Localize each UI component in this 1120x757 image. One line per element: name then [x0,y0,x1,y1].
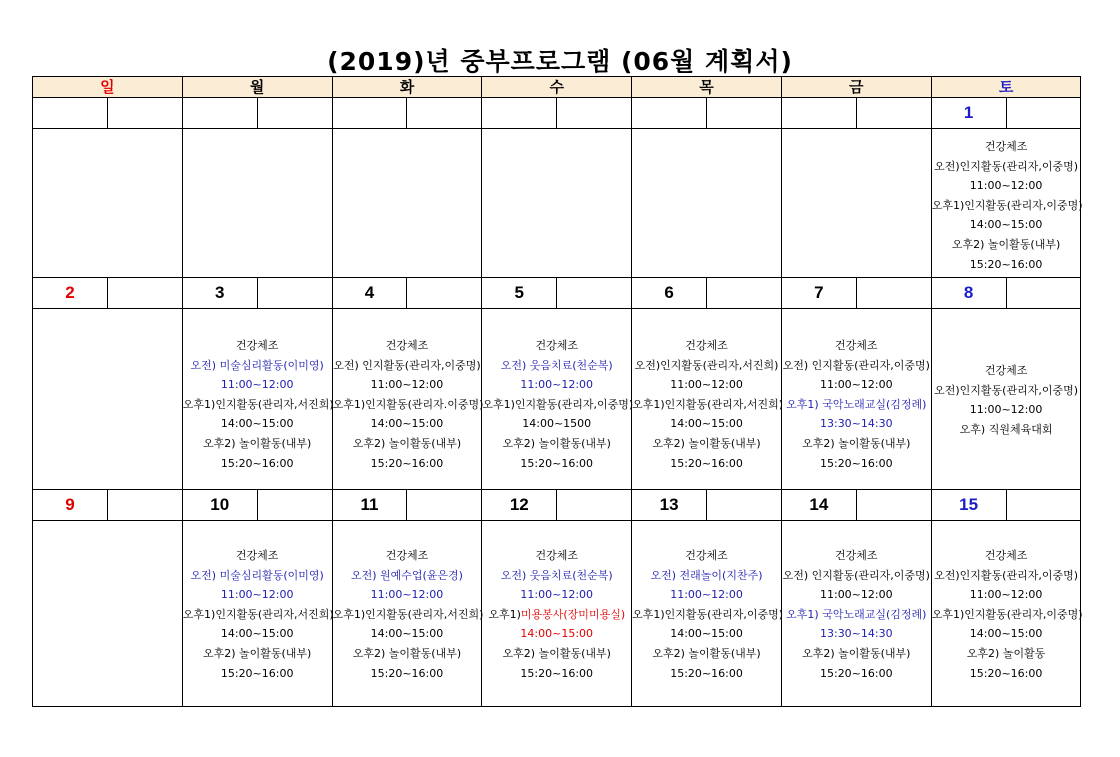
date-note-cell [557,490,632,521]
schedule-line: 오후2) 놀이활동(내부) [802,646,911,660]
date-number-sat: 1 [931,98,1006,129]
schedule-line: 13:30~14:30 [819,417,893,431]
schedule-row [33,309,1081,490]
day-schedule-cell [781,129,931,278]
schedule-line: 오후1)인지활동(관리자.이중명) [332,397,484,411]
schedule-line: 13:30~14:30 [819,627,893,641]
date-number-mon [182,98,257,129]
schedule-line: 오후2) 놀이활동(내부) [951,237,1061,251]
schedule-lines [183,521,332,683]
schedule-line: 건강체조 [835,339,878,352]
date-number-wed: 5 [482,278,557,309]
date-note-cell [257,278,332,309]
date-number-tue [332,98,407,129]
schedule-lines [782,521,931,683]
schedule-line: 건강체조 [385,339,429,352]
day-schedule-cell [632,521,782,707]
schedule-line: 11:00~12:00 [969,588,1043,602]
schedule-line: 14:00~15:00 [370,417,444,431]
schedule-line: 오후1)인지활동(관리자,서진희) [182,397,334,411]
date-number-mon: 10 [182,490,257,521]
schedule-lines [632,521,784,683]
day-schedule-cell [182,129,332,278]
date-number-sat: 8 [931,278,1006,309]
date-number-mon: 3 [182,278,257,309]
schedule-line-activity: 미용봉사(장미미용실) [520,607,626,621]
schedule-line: 오후2) 놀이활동 [966,646,1046,660]
date-number-sun: 9 [33,490,108,521]
schedule-line: 14:00~15:00 [220,417,294,431]
schedule-line: 오전) 인지활동(관리자,이중명) [782,358,930,372]
schedule-line: 오후1)인지활동(관리자,이중명) [931,607,1083,621]
schedule-line: 건강체조 [984,549,1028,562]
schedule-line: 15:20~16:00 [370,666,444,680]
schedule-line: 14:00~15:00 [969,627,1043,641]
schedule-lines [482,129,631,137]
schedule-lines [782,309,931,473]
schedule-lines [782,129,931,137]
schedule-line: 15:20~16:00 [819,456,893,470]
schedule-line: 15:20~16:00 [670,456,743,470]
schedule-line: 오후1)인지활동(관리자,이중명) [931,198,1083,212]
schedule-line: 14:00~15:00 [670,417,743,431]
schedule-line: 15:20~16:00 [520,456,594,470]
schedule-line: 14:00~1500 [522,417,592,431]
day-schedule-cell [931,309,1081,490]
schedule-lines [33,309,182,336]
schedule-line: 11:00~12:00 [969,403,1043,417]
schedule-line: 11:00~12:00 [370,378,444,392]
date-note-cell [1006,490,1081,521]
schedule-line: 오후) 직원체육대회 [959,422,1053,436]
date-number-sun [33,98,108,129]
day-schedule-cell [482,129,632,278]
schedule-line: 오후2) 놀이활동(내부) [652,646,761,660]
schedule-line: 오전) 인지활동(관리자,이중명) [333,358,481,372]
schedule-line: 11:00~12:00 [819,588,893,602]
schedule-line: 11:00~12:00 [670,588,743,602]
date-number-thu: 6 [632,278,707,309]
schedule-line: 오후1)인지활동(관리자,서진희) [632,397,784,411]
schedule-lines [33,521,182,546]
schedule-line: 11:00~12:00 [220,588,294,602]
weekday-mon: 월 [182,77,332,98]
day-schedule-cell [332,521,482,707]
day-schedule-cell [482,309,632,490]
schedule-lines [932,309,1081,439]
day-schedule-cell [632,309,782,490]
schedule-lines [932,521,1081,683]
schedule-lines [33,129,182,137]
day-schedule-cell [332,309,482,490]
date-note-cell [257,490,332,521]
schedule-line: 오전) 미술심리활동(이미영) [190,568,324,582]
schedule-lines [932,129,1081,274]
date-number-sat: 15 [931,490,1006,521]
schedule-line: 15:20~16:00 [819,666,893,680]
schedule-line: 오후2) 놀이활동(내부) [352,646,462,660]
date-note-cell [856,490,931,521]
schedule-line: 14:00~15:00 [670,627,743,641]
schedule-lines [183,129,332,137]
date-note-cell [557,98,632,129]
schedule-row [33,521,1081,707]
schedule-line: 14:00~15:00 [520,627,594,641]
schedule-line: 15:20~16:00 [670,666,743,680]
date-note-cell [257,98,332,129]
day-schedule-cell [781,309,931,490]
date-note-cell [707,278,782,309]
page-title: (2019)년 중부프로그램 (06월 계획서) [327,47,793,76]
schedule-line: 오전)인지활동(관리자,이중명) [934,383,1079,397]
schedule-line: 건강체조 [235,339,279,352]
day-schedule-cell [182,309,332,490]
date-number-tue: 11 [332,490,407,521]
schedule-line: 건강체조 [235,549,279,562]
day-schedule-cell [332,129,482,278]
schedule-line: 오후2) 놀이활동(내부) [502,646,611,660]
schedule-line: 오전)인지활동(관리자,이중명) [934,159,1079,173]
schedule-row [33,129,1081,278]
schedule-lines [333,129,482,137]
schedule-line: 오후2) 놀이활동(내부) [202,436,312,450]
schedule-line: 건강체조 [535,549,578,562]
weekday-wed: 수 [482,77,632,98]
day-schedule-cell [182,521,332,707]
weekday-tue: 화 [332,77,482,98]
schedule-line: 오후2) 놀이활동(내부) [202,646,312,660]
schedule-line: 오후1) 국악노래교실(김정례) [786,607,927,621]
schedule-lines [183,309,332,473]
schedule-line: 11:00~12:00 [520,588,594,602]
schedule-line: 11:00~12:00 [670,378,743,392]
schedule-line: 오전)인지활동(관리자,이중명) [934,568,1079,582]
date-note-cell [707,98,782,129]
schedule-line [482,605,631,625]
schedule-line: 오후1)인지활동(관리자,서진희) [182,607,334,621]
date-note-cell [856,278,931,309]
date-number-fri: 7 [781,278,856,309]
date-row [33,278,1081,309]
schedule-line: 오후2) 놀이활동(내부) [352,436,462,450]
schedule-line: 오전) 원예수업(윤은경) [350,568,463,582]
schedule-line: 오후1)인지활동(관리자,이중명) [482,397,634,411]
weekday-sat: 토 [931,77,1081,98]
weekday-header-row [33,77,1081,98]
calendar-table [32,76,1081,707]
date-number-fri: 14 [781,490,856,521]
date-row [33,98,1081,129]
date-note-cell [407,278,482,309]
date-number-wed: 12 [482,490,557,521]
schedule-line: 건강체조 [385,549,429,562]
day-schedule-cell [33,129,183,278]
date-number-fri [781,98,856,129]
weekday-thu: 목 [632,77,782,98]
schedule-line: 11:00~12:00 [520,378,594,392]
schedule-line: 11:00~12:00 [969,179,1043,193]
schedule-line: 14:00~15:00 [370,627,444,641]
schedule-line: 건강체조 [685,339,728,352]
day-schedule-cell [33,521,183,707]
schedule-line: 건강체조 [835,549,878,562]
schedule-line: 오후2) 놀이활동(내부) [802,436,911,450]
day-schedule-cell [781,521,931,707]
date-note-cell [856,98,931,129]
schedule-lines [482,309,634,473]
day-schedule-cell [931,129,1081,278]
date-number-tue: 4 [332,278,407,309]
schedule-line: 건강체조 [984,140,1028,153]
schedule-line: 15:20~16:00 [969,257,1043,271]
schedule-line: 오후1) 국악노래교실(김정례) [786,397,927,411]
schedule-line: 오후2) 놀이활동(내부) [652,436,761,450]
date-note-cell [1006,98,1081,129]
schedule-line: 11:00~12:00 [220,378,294,392]
schedule-lines [482,521,631,683]
schedule-lines [333,309,482,473]
date-note-cell [407,98,482,129]
date-number-thu [632,98,707,129]
date-note-cell [1006,278,1081,309]
schedule-line: 오후1)인지활동(관리자,서진희) [332,607,484,621]
schedule-lines [632,129,781,137]
schedule-line: 건강체조 [685,549,728,562]
schedule-line: 건강체조 [535,339,578,352]
date-number-sun: 2 [33,278,108,309]
date-row [33,490,1081,521]
schedule-line: 오전) 미술심리활동(이미영) [190,358,324,372]
schedule-lines [632,309,784,473]
schedule-line: 11:00~12:00 [370,588,444,602]
schedule-line: 오후1)인지활동(관리자,이중명) [632,607,784,621]
schedule-line: 15:20~16:00 [520,666,594,680]
date-note-cell [107,490,182,521]
schedule-line: 14:00~15:00 [969,218,1043,232]
date-note-cell [557,278,632,309]
weekday-fri: 금 [781,77,931,98]
schedule-line: 오후2) 놀이활동(내부) [502,436,611,450]
date-note-cell [107,278,182,309]
schedule-line: 오전)인지활동(관리자,서진희) [634,358,779,372]
day-schedule-cell [33,309,183,490]
schedule-line: 오전) 웃음치료(천순복) [500,568,613,582]
schedule-line: 오전) 인지활동(관리자,이중명) [782,568,930,582]
weekday-sun: 일 [33,77,183,98]
date-number-wed [482,98,557,129]
schedule-line: 오전) 웃음치료(천순복) [500,358,613,372]
date-note-cell [407,490,482,521]
schedule-line: 11:00~12:00 [819,378,893,392]
schedule-line: 건강체조 [984,364,1028,377]
day-schedule-cell [931,521,1081,707]
schedule-line: 14:00~15:00 [220,627,294,641]
schedule-line-prefix: 오후1) [488,607,521,621]
day-schedule-cell [482,521,632,707]
schedule-line: 15:20~16:00 [969,666,1043,680]
schedule-line: 15:20~16:00 [220,666,294,680]
day-schedule-cell [632,129,782,278]
date-note-cell [107,98,182,129]
schedule-line: 오전) 전래놀이(지찬주) [650,568,763,582]
schedule-line: 15:20~16:00 [370,456,444,470]
schedule-lines [333,521,482,683]
date-note-cell [707,490,782,521]
date-number-thu: 13 [632,490,707,521]
schedule-line: 15:20~16:00 [220,456,294,470]
